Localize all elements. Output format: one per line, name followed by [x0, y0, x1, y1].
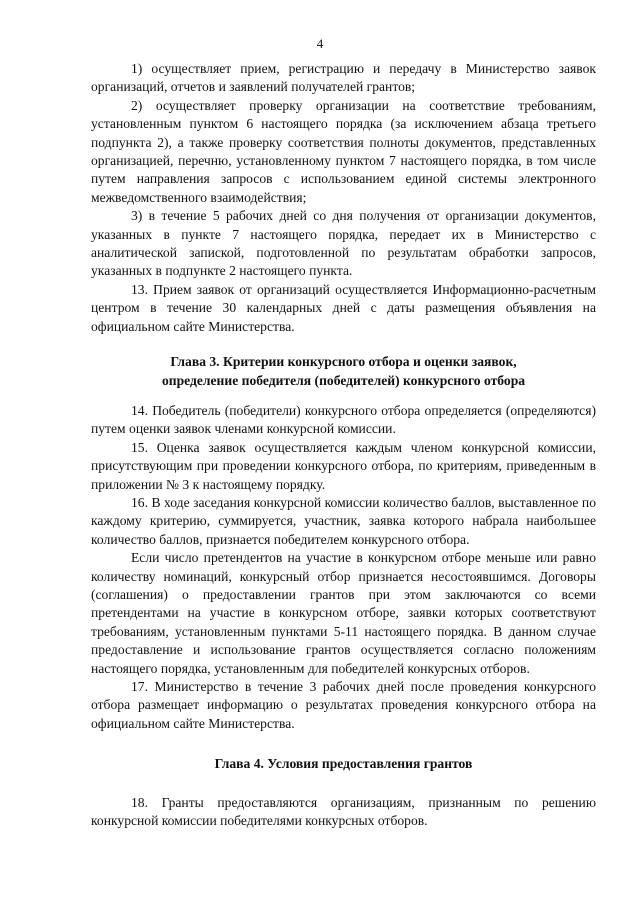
page-number: 4 [316, 36, 324, 51]
paragraph-item-18: 18. Гранты предоставляются организациям, признанным по решению конкурсной комиссии победителями конкурсных отборов. [91, 794, 596, 829]
paragraph-subitem-1: 1) осуществляет прием, регистрацию и передачу в Министерство заявок организаций, отчетов и заявлений получателей грантов; [91, 61, 596, 95]
chapter-3-title-line-1: Глава 3. Критерии конкурсного отбора и оценки заявок, [170, 354, 517, 370]
paragraph-item-16-continued: Если число претендентов на участие в конкурсном отборе меньше или равно количеству номинаций, конкурсный отбор признается несостоявшимся. Договоры (соглашения) о предоставлении грантов при этом заключаются со всеми претендентами на участие в конкурсном отборе, заявки которых соответствуют требованиям, установленным пунктами 5-11 настоящего порядка. В данном случае предоставление и использование грантов осуществляется согласно положениям настоящего порядка, установленным для победителей конкурсных отборов. [91, 550, 596, 676]
paragraph-subitem-3: 3) в течение 5 рабочих дней со дня получения от организации документов, указанных в пункте 7 настоящего порядка, передает их в Министерство с аналитической запиской, подготовленной по результатам обработки запросов, указанных в подпункте 2 настоящего пункта. [91, 208, 596, 279]
paragraph-subitem-2: 2) осуществляет проверку организации на соответствие требованиям, установленным пунктом 6 настоящего порядка (за исключением абзаца третьего подпункта 2), а также проверку соответствия полноты документов, представленных организацией, перечню, установленному пунктом 7 настоящего порядка, в том числе путем направления запросов с использованием единой системы электронного межведомственного взаимодействия; [91, 97, 596, 205]
document-body [91, 60, 596, 830]
paragraph-item-14: 14. Победитель (победители) конкурсного отбора определяется (определяются) путем оценки заявок членами конкурсной комиссии. [91, 402, 596, 437]
paragraph-item-13: 13. Прием заявок от организаций осуществляется Информационно-расчетным центром в течение 30 календарных дней с даты размещения объявления на официальном сайте Министерства. [91, 281, 596, 334]
chapter-4-heading: Глава 4. Условия предоставления грантов [214, 756, 473, 772]
chapter-3-title-line-2: определение победителя (победителей) конкурсного отбора [161, 372, 526, 388]
paragraph-item-17: 17. Министерство в течение 3 рабочих дней после проведения конкурсного отбора размещает информацию о результатах проведения конкурсного отбора на официальном сайте Министерства. [91, 679, 596, 731]
chapter-3-heading [91, 353, 596, 390]
paragraph-item-15: 15. Оценка заявок осуществляется каждым членом конкурсной комиссии, присутствующим при проведении конкурсного отбора, по критериям, приведенным в приложении № 3 к настоящему порядку. [91, 439, 596, 492]
paragraph-item-16: 16. В ходе заседания конкурсной комиссии количество баллов, выставленное по каждому критерию, суммируется, участник, заявка которого набрала наибольшее количество баллов, признается победителем конкурсного отбора. [91, 494, 596, 547]
